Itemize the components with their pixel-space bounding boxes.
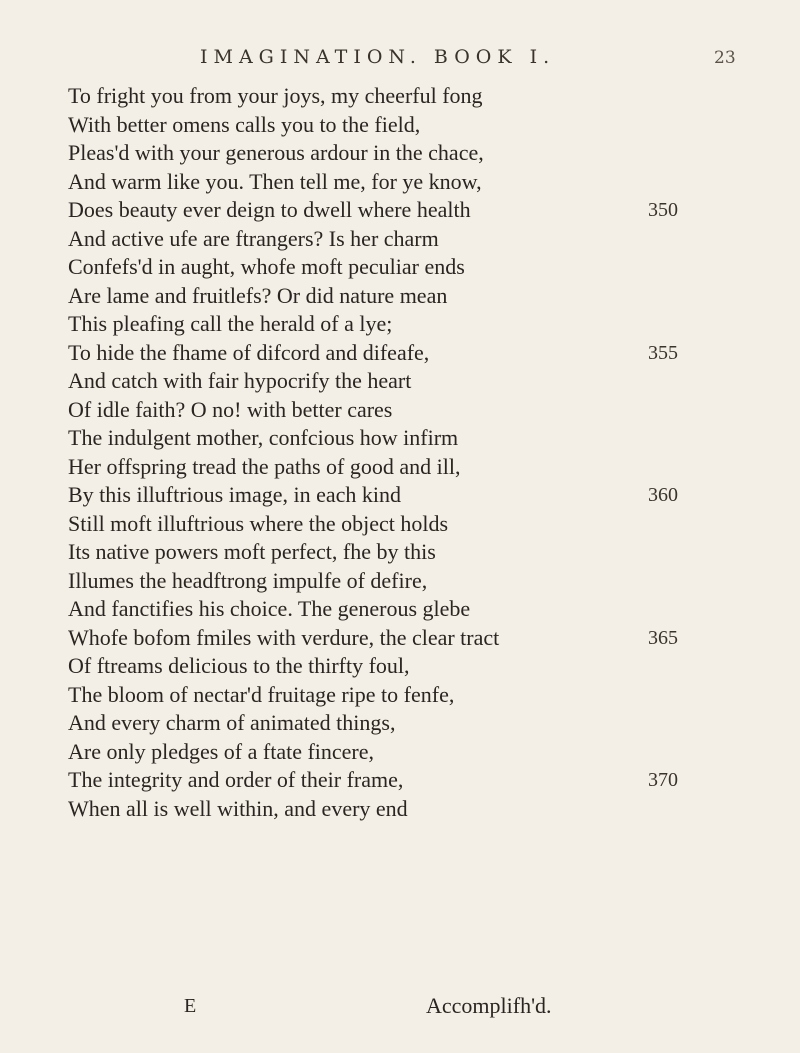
poem-line bbox=[68, 139, 748, 168]
poem-line-text: The indulgent mother, confcious how infirm bbox=[68, 425, 459, 450]
poem-line bbox=[68, 795, 748, 824]
poem-line-text: With better omens calls you to the field, bbox=[68, 111, 421, 137]
poem-line bbox=[68, 424, 748, 453]
poem-line bbox=[68, 567, 748, 596]
poem-line bbox=[68, 168, 748, 197]
poem-line-text: Her offspring tread the paths of good and ill, bbox=[68, 453, 461, 479]
poem-line bbox=[68, 738, 748, 767]
poem-line bbox=[68, 396, 748, 425]
poem-line bbox=[68, 709, 748, 738]
poem-line-text: By this illuftrious image, in each kind bbox=[68, 482, 402, 507]
poem-line bbox=[68, 510, 748, 539]
poem-line-text: This pleafing call the herald of a lye; bbox=[68, 311, 393, 336]
signature-mark: E bbox=[184, 995, 197, 1017]
poem-line bbox=[68, 367, 748, 396]
running-title: IMAGINATION. BOOK I. bbox=[200, 46, 556, 68]
poem-line-text: Of ftreams delicious to the thirfty foul, bbox=[68, 653, 410, 678]
line-number: 360 bbox=[648, 484, 678, 506]
poem-line-text: And fanctifies his choice. The generous glebe bbox=[68, 596, 471, 621]
poem-text bbox=[68, 82, 748, 823]
poem-line bbox=[68, 82, 748, 111]
poem-line-text: To fright you from your joys, my cheerful fong bbox=[68, 83, 483, 108]
poem-line-text: And every charm of animated things, bbox=[68, 710, 396, 735]
poem-line bbox=[68, 225, 748, 254]
poem-line bbox=[68, 766, 748, 795]
poem-line-text: The integrity and order of their frame, bbox=[68, 767, 404, 792]
poem-line-text: Confefs'd in aught, whofe moft peculiar ends bbox=[68, 254, 465, 279]
poem-line bbox=[68, 624, 748, 653]
poem-line-text: Whofe bofom fmiles with verdure, the clear tract bbox=[68, 624, 500, 650]
poem-line bbox=[68, 282, 748, 311]
poem-line bbox=[68, 538, 748, 567]
poem-line-text: Pleas'd with your generous ardour in the chace, bbox=[68, 140, 484, 165]
poem-line-text: And active ufe are ftrangers? Is her charm bbox=[68, 225, 439, 251]
page-number: 23 bbox=[714, 48, 736, 68]
poem-line-text: When all is well within, and every end bbox=[68, 795, 408, 821]
poem-line-text: Are lame and fruitlefs? Or did nature mean bbox=[68, 282, 448, 308]
line-number: 355 bbox=[648, 341, 678, 364]
line-number: 350 bbox=[648, 199, 678, 221]
poem-line bbox=[68, 595, 748, 624]
poem-line bbox=[68, 453, 748, 482]
poem-line-text: Does beauty ever deign to dwell where health bbox=[68, 197, 471, 222]
poem-line bbox=[68, 310, 748, 339]
poem-line bbox=[68, 652, 748, 681]
poem-line bbox=[68, 481, 748, 510]
poem-line bbox=[68, 681, 748, 710]
poem-line-text: Illumes the headftrong impulfe of defire, bbox=[68, 567, 428, 593]
poem-line-text: And warm like you. Then tell me, for ye know, bbox=[68, 168, 482, 194]
poem-line-text: The bloom of nectar'd fruitage ripe to fenfe, bbox=[68, 681, 455, 707]
catchword: Accomplifh'd. bbox=[426, 993, 552, 1018]
poem-line-text: Its native powers moft perfect, fhe by this bbox=[68, 539, 436, 564]
poem-line-text: Still moft illuftrious where the object holds bbox=[68, 510, 449, 536]
poem-line bbox=[68, 111, 748, 140]
poem-line-text: And catch with fair hypocrify the heart bbox=[68, 368, 412, 393]
poem-line bbox=[68, 253, 748, 282]
poem-line bbox=[68, 339, 748, 368]
poem-line-text: Are only pledges of a ftate fincere, bbox=[68, 738, 375, 764]
line-number: 370 bbox=[648, 769, 678, 791]
poem-line-text: Of idle faith? O no! with better cares bbox=[68, 396, 393, 422]
poem-line bbox=[68, 196, 748, 225]
line-number: 365 bbox=[648, 626, 678, 649]
poem-line-text: To hide the fhame of difcord and difeafe, bbox=[68, 339, 430, 365]
